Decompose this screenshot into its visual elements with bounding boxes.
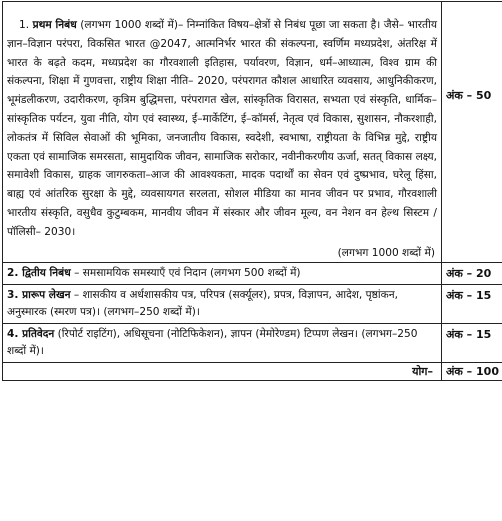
section-2-marks-cell xyxy=(442,262,502,284)
section-3-text-cell xyxy=(3,284,442,323)
section-3-marks: अंक – 15 xyxy=(446,288,492,302)
section-2-description: – समसामयिक समस्याएँ एवं निदान (लगभग 500 शब्दों में) xyxy=(70,266,301,279)
section-4-marks-cell xyxy=(442,323,502,362)
section-2-text-cell xyxy=(3,262,442,284)
total-marks: अंक – 100 xyxy=(446,364,499,378)
total-label: योग– xyxy=(412,364,433,378)
section-1-row xyxy=(3,2,502,263)
section-4-body xyxy=(3,324,441,362)
section-2-marks: अंक – 20 xyxy=(446,266,492,280)
section-1-title: प्रथम निबंध xyxy=(32,19,77,31)
syllabus-table xyxy=(2,1,502,381)
section-1-number: 1. xyxy=(19,19,30,31)
section-1-text-cell xyxy=(3,2,442,263)
section-3-body xyxy=(3,285,441,323)
section-1-body xyxy=(3,2,441,244)
total-row xyxy=(3,362,502,380)
section-4-text-cell xyxy=(3,323,442,362)
section-3-description: – शासकीय व अर्धशासकीय पत्र, परिपत्र (सर्क्यूलर), प्रपत्र, विज्ञापन, आदेश, पृष्ठांकन, अनुस्मारक (स्मरण पत्र)। (लगभग–250 शब्दों में)। xyxy=(7,288,399,318)
section-3-title: 3. प्रारूप लेखन xyxy=(7,288,71,301)
total-marks-cell xyxy=(442,362,502,380)
section-4-row xyxy=(3,323,502,362)
section-2-body xyxy=(3,263,441,284)
section-1-marks: अंक – 50 xyxy=(446,89,492,102)
total-label-cell xyxy=(3,362,442,380)
section-3-marks-cell xyxy=(442,284,502,323)
section-4-marks: अंक – 15 xyxy=(446,327,492,341)
section-4-description: (रिपोर्ट राइटिंग), अधिसूचना (नोटिफिकेशन), ज्ञापन (मेमोरेण्डम) टिप्पण लेखन। (लगभग–250 शब्दों में)। xyxy=(7,327,418,357)
section-1-word-limit: (लगभग 1000 शब्दों में) xyxy=(337,246,435,259)
section-4-title: 4. प्रतिवेदन xyxy=(7,327,55,340)
section-1-marks-cell xyxy=(442,2,502,263)
section-1-description: (लगभग 1000 शब्दों में)– निम्नांकित विषय–क्षेत्रों से निबंध पूछा जा सकता है। जैसे– भारतीय ज्ञान–विज्ञान परंपरा, विकसित भारत @2047, आत्मनिर्भर भारत की संकल्पना, स्वर्णिम मध्यप्रदेश, अंतरिक्ष में भारत के बढ़ते कदम, मध्यप्रदेश का गौरवशाली इतिहास, पर्यावरण, विज्ञान, धर्म–आध्यात्म, विश्व ग्राम की संकल्पना, शिक्षा में गुणवत्ता, राष्ट्रीय शिक्षा नीति– 2020, परंपरागत कौशल आधारित व्यवसाय, आधुनिकीकरण, भूमंडलीकरण, उदारीकरण, कृत्रिम बुद्धिमत्ता, परंपरागत खेल, सांस्कृतिक विरासत, सभ्यता एवं संस्कृति, धार्मिक–सांस्कृतिक पर्यटन, युवा नीति, योग एवं स्वास्थ्य, ई–मार्केटिंग, ई–कॉमर्स, नेतृत्व एवं विकास, सुशासन, नौकरशाही, लोकतंत्र में सिविल सेवाओं की भूमिका, जनजातीय विकास, स्वदेशी, स्वभाषा, राष्ट्रीयता के विभिन्न मुद्दे, राष्ट्रीय एकता एवं सामाजिक समरसता, सामुदायिक जीवन, सामाजिक सरोकार, नवीनीकरणीय ऊर्जा, सतत् विकास लक्ष्य, समावेशी विकास, ग्राहक जागरुकता–आज की आवश्यकता, मादक पदार्थों का सेवन एवं दुष्प्रभाव, घरेलू हिंसा, बाह्य एवं आंतरिक सुरक्षा के मुद्दे, व्यवसायगत सरलता, सोशल मीडिया का मानव जीवन पर प्रभाव, गौरवशाली भारतीय संस्कृति, वसुधैव कुटुम्बकम, मानवीय जीवन में संस्कार और जीवन मूल्य, वन नेशन वन हेल्थ सिस्टम / पॉलिसी– 2030। xyxy=(7,19,437,238)
section-3-row xyxy=(3,284,502,323)
section-2-title: 2. द्वितीय निबंध xyxy=(7,266,71,279)
section-2-row xyxy=(3,262,502,284)
